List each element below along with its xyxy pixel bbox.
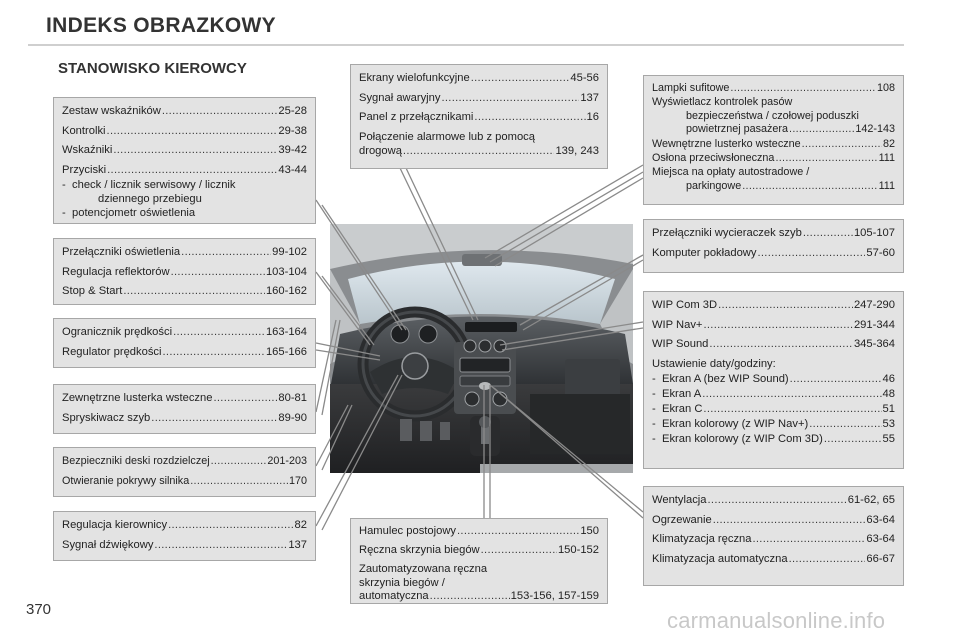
index-entry: Ręczna skrzynia biegów ..... 150-152 — [359, 544, 599, 558]
index-heading: Ustawienie daty/godziny: — [652, 357, 776, 370]
index-entry-line: Miejsca na opłaty autostradowe / — [652, 166, 810, 179]
index-entry: WIP Nav+ ..... 291-344 — [652, 318, 895, 332]
index-box-speed — [53, 318, 316, 368]
index-entry: Klimatyzacja ręczna ..... 63-64 — [652, 532, 895, 546]
index-box-lighting — [53, 238, 316, 305]
index-entry-line: Wyświetlacz kontrolek pasów — [652, 96, 793, 109]
index-subentry: - Ekran kolorowy (z WIP Nav+) ..... 53 — [652, 417, 895, 431]
index-box-mirrors — [53, 384, 316, 434]
index-entry: Osłona przeciwsłoneczna ..... 111 — [652, 152, 895, 165]
title-divider — [28, 44, 904, 46]
index-entry: Klimatyzacja automatyczna ..... 66-67 — [652, 552, 895, 566]
page-title: INDEKS OBRAZKOWY — [46, 14, 276, 37]
index-box-gearbox — [350, 518, 608, 604]
index-entry: automatyczna ..... 153-156, 157-159 — [359, 590, 599, 604]
index-entry: WIP Com 3D ..... 247-290 — [652, 298, 895, 312]
index-entry: Przełączniki wycieraczek szyb ..... 105-107 — [652, 226, 895, 240]
index-entry: Wskaźniki ..... 39-42 — [62, 143, 307, 157]
index-entry-line: bezpieczeństwa / czołowej poduszki — [686, 109, 859, 122]
index-entry: Przełączniki oświetlenia ..... 99-102 — [62, 245, 307, 259]
index-entry: Regulacja reflektorów ..... 103-104 — [62, 265, 307, 279]
index-entry: Sygnał dźwiękowy ..... 137 — [62, 538, 307, 552]
index-entry: Zestaw wskaźników ..... 25-28 — [62, 104, 307, 118]
index-entry: Otwieranie pokrywy silnika ..... 170 — [62, 474, 307, 488]
index-entry: Bezpieczniki deski rozdzielczej ..... 201-203 — [62, 454, 307, 468]
index-box-audio — [643, 291, 904, 469]
index-subentry: - Ekran A (bez WIP Sound) ..... 46 — [652, 372, 895, 386]
index-entry: Wentylacja ..... 61-62, 65 — [652, 493, 895, 507]
index-entry: Zewnętrzne lusterka wsteczne ..... 80-81 — [62, 391, 307, 405]
index-box-screens — [350, 64, 608, 169]
index-entry-line: skrzynia biegów / — [359, 576, 445, 589]
index-box-ceiling — [643, 75, 904, 205]
index-entry: Spryskiwacz szyb ..... 89-90 — [62, 411, 307, 425]
index-entry: Hamulec postojowy ..... 150 — [359, 525, 599, 539]
index-box-climate — [643, 486, 904, 586]
index-entry: Ogrzewanie ..... 63-64 — [652, 513, 895, 527]
index-entry: parkingowe ..... 111 — [652, 180, 895, 193]
index-box-wipers — [643, 219, 904, 273]
index-box-instrument-panel — [53, 97, 316, 224]
index-entry: Lampki sufitowe ..... 108 — [652, 82, 895, 95]
index-entry-line: Zautomatyzowana ręczna — [359, 563, 488, 575]
section-subtitle: STANOWISKO KIEROWCY — [58, 60, 247, 77]
index-entry-line: Połączenie alarmowe lub z pomocą — [359, 130, 535, 143]
index-entry: Komputer pokładowy ..... 57-60 — [652, 246, 895, 260]
index-subentry: - Ekran C ..... 51 — [652, 402, 895, 416]
index-entry: Panel z przełącznikami ..... 16 — [359, 110, 599, 124]
index-entry: powietrznej pasażera ..... 142-143 — [652, 123, 895, 136]
watermark: carmanualsonline.info — [667, 608, 886, 633]
index-entry: Przyciski ..... 43-44 — [62, 163, 307, 177]
index-subentry: - potencjometr oświetlenia — [62, 206, 307, 220]
index-entry: Ogranicznik prędkości ..... 163-164 — [62, 325, 307, 339]
index-entry: Kontrolki ..... 29-38 — [62, 124, 307, 138]
index-subentry: - Ekran A ..... 48 — [652, 387, 895, 401]
index-subentry-cont: dziennego przebiegu — [98, 192, 202, 205]
index-entry: Sygnał awaryjny ..... 137 — [359, 91, 599, 105]
index-box-fuses — [53, 447, 316, 497]
index-entry: Stop & Start ..... 160-162 — [62, 284, 307, 298]
index-entry: Regulator prędkości ..... 165-166 — [62, 345, 307, 359]
index-entry: drogową ..... 139, 243 — [359, 144, 599, 158]
dashboard-image — [330, 224, 633, 473]
index-entry: Regulacja kierownicy ..... 82 — [62, 518, 307, 532]
index-subentry: - check / licznik serwisowy / licznik — [62, 178, 307, 192]
index-entry: Wewnętrzne lusterko wsteczne ..... 82 — [652, 138, 895, 151]
index-entry: WIP Sound ..... 345-364 — [652, 337, 895, 351]
index-entry: Ekrany wielofunkcyjne ..... 45-56 — [359, 71, 599, 85]
page-number: 370 — [26, 601, 52, 618]
index-box-steering — [53, 511, 316, 561]
index-subentry: - Ekran kolorowy (z WIP Com 3D) ..... 55 — [652, 432, 895, 446]
